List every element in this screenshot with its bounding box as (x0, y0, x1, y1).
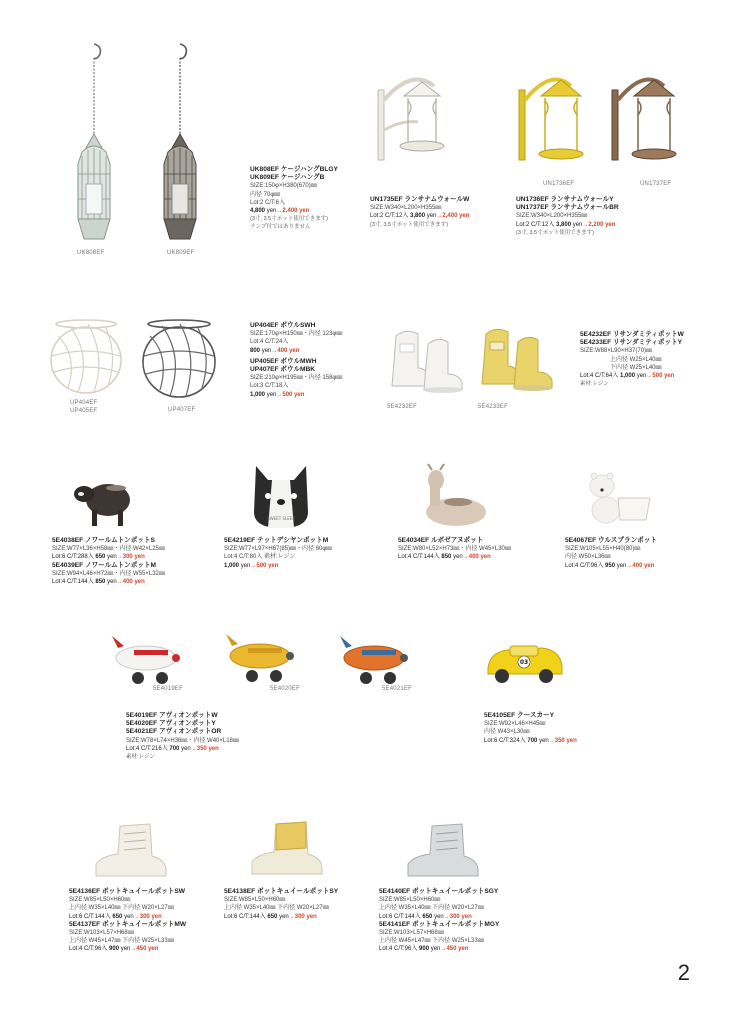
caption-se4020: 5E4020EF (270, 686, 300, 692)
price: 4,800 yen→2,400 yen (250, 208, 310, 215)
size-text: SIZE:W85×L50×H60㎜ (224, 897, 286, 904)
product-block-un1735 (370, 196, 469, 229)
product-name: UP405EF ボウルMWH (250, 357, 317, 365)
price: Lot:6 C/T:288入 650 yen→300 yen (52, 554, 145, 561)
price: Lot:4 C/T:216入 700 yen→350 yen (126, 745, 219, 752)
cage-hang-b-image (150, 44, 210, 254)
note-text: (3寸, 3.5寸ポット使用できます) (516, 229, 594, 236)
pot-label: SWEET SLEEP (267, 516, 295, 521)
note-text: (3寸, 3.5寸ポット使用できます) (250, 216, 328, 223)
size-text: SIZE:W94×L46×H72㎜・内径 W55×L32㎜ (52, 570, 165, 577)
size-text: SIZE:W88×L90×H37(70)㎜ (580, 348, 653, 355)
price: Lot:4 C/T:96入 900 yen→450 yen (379, 946, 469, 953)
size-text: SIZE:W340×L200×H355㎜ (370, 205, 442, 212)
page-number: 2 (677, 960, 690, 985)
size-text: SIZE:W85×L50×H60㎜ (69, 897, 131, 904)
price: Lot:6 C/T:144入 650 yen→300 yen (224, 913, 317, 920)
lantern-wall-w-image (372, 70, 472, 190)
airplane-pot-white-image (108, 630, 184, 688)
product-name: 5E4137EF ボットキュイールポットMW (69, 920, 187, 928)
product-name: UN1737EF ランサナムウォールBR (516, 204, 619, 212)
product-block-se4136 (69, 888, 186, 954)
product-block-se4105 (484, 712, 577, 745)
lantern-wall-br-image (608, 70, 698, 180)
product-name: 5E4020EF アヴィオンポットY (126, 720, 216, 728)
price: Lot:6 C/T:144入 650 yen→300 yen (379, 913, 472, 920)
inner-text: 上内径 W25×L40㎜ (610, 356, 662, 363)
inner-text: 上内径 W45×L47㎜ 下内径 W25×L33㎜ (69, 938, 174, 945)
price: Lot:4 C/T:144入 850 yen→400 yen (52, 579, 145, 586)
product-block-se4232 (580, 331, 684, 388)
product-name: UN1736EF ランサナムウォールY (516, 196, 614, 203)
inner-text: 上内径 W35×L40㎜ 下内径 W20×L27㎜ (379, 905, 484, 912)
car-number: 03 (519, 659, 529, 666)
product-block-un1736 (516, 196, 619, 237)
bowl-black-image (140, 316, 218, 400)
product-name: 5E4067EF ウルスブランポット (565, 537, 657, 544)
size-text: SIZE:210φ×H195㎜・内径 158φ㎜ (250, 375, 343, 382)
product-block-up (250, 322, 342, 399)
product-block-se4140 (379, 888, 499, 954)
caption-se4232: 5E4232EF (387, 404, 417, 410)
product-name: 5E4021EF アヴィオンポットOR (126, 728, 222, 736)
product-block-se4138 (224, 888, 338, 921)
product-block-se4038 (52, 537, 165, 586)
product-name: UP407EF ボウルMBK (250, 366, 316, 374)
bowl-white-image (48, 316, 124, 396)
price: 800 yen→400 yen (250, 347, 300, 354)
price: Lot:4 C/T:96入 900 yen→450 yen (69, 946, 159, 953)
mity-pot-white-image (386, 322, 476, 394)
note-text: (3寸, 3.5寸ポット使用できます) (370, 221, 448, 228)
product-block-se4067 (565, 537, 657, 570)
material-text: 素材:レジン (126, 754, 155, 761)
lot-text: Lot:4 C/T:24入 (250, 339, 289, 346)
price: Lot:6 C/T:144入 650 yen→300 yen (69, 913, 162, 920)
lot-text: Lot:2 C/T:6入 (250, 199, 286, 206)
size-text: SIZE:W103×L57×H68㎜ (379, 930, 444, 937)
size-text: SIZE:150φ×H380(670)㎜ (250, 183, 317, 190)
product-block-se4219 (224, 537, 332, 570)
size-text: SIZE:W340×L200×H355㎜ (516, 213, 588, 220)
lantern-wall-y-image (515, 70, 605, 180)
product-block-se4019 (126, 712, 239, 761)
size-text: SIZE:W105×L55×H40(80)㎜ (565, 546, 641, 553)
price: Lot:2 C/T:12入 3,800 yen→2,400 yen (370, 213, 470, 220)
price: Lot:4 C/T:96入 950 yen→400 yen (565, 562, 655, 569)
dog-head-pot-image (250, 462, 312, 532)
product-name: 5E4140EF ボットキュイールポットSGY (379, 888, 499, 895)
product-name: UK809EF ケージハングB (250, 174, 325, 182)
material-text: 素材:レジン (580, 381, 609, 388)
caption-un1736: UN1736EF (543, 181, 575, 187)
product-name: 5E4136EF ボットキュイールポットSW (69, 888, 186, 895)
deer-pot-image (418, 462, 488, 528)
product-name: 5E4105EF クースカーY (484, 712, 555, 719)
size-text: SIZE:W77×L97×H67(85)㎜・内径 60φ㎜ (224, 546, 333, 553)
caption-se4019: 5E4019EF (153, 686, 183, 692)
price: Lot:6 C/T:324入 700 yen→350 yen (484, 737, 577, 744)
caption-se4233: 5E4233EF (478, 404, 508, 410)
lot-text: Lot:3 C/T:18入 (250, 383, 289, 390)
caption-uk808: UK808EF (77, 250, 105, 256)
price: 1,000 yen→500 yen (250, 391, 305, 398)
product-name: UP404EF ボウルSWH (250, 322, 316, 329)
size-text: SIZE:W77×L36×H58㎜・内径 W42×L25㎜ (52, 546, 165, 553)
price: Lot:4 C/T:64入 1,000 yen→500 yen (580, 373, 675, 380)
price: 1,000 yen→500 yen (224, 562, 279, 569)
size-text: SIZE:W85×L50×H60㎜ (379, 897, 441, 904)
inner-text: 上内径 W35×L40㎜ 下内径 W20×L27㎜ (69, 905, 174, 912)
product-block-uk (250, 166, 338, 232)
cage-hang-blgy-image (64, 44, 124, 254)
size-text: SIZE:W103×L57×H68㎜ (69, 930, 134, 937)
product-name: 5E4038EF ノワールムトンポットS (52, 537, 155, 544)
boot-pot-white-image (90, 820, 170, 880)
inner-text: 内径 W50×L36㎜ (565, 554, 611, 561)
size-text: SIZE:W92×L46×H45㎜ (484, 721, 546, 728)
size-text: SIZE:W80×L52×H73㎜・内径 W45×L30㎜ (398, 546, 511, 553)
airplane-pot-yellow-image (222, 628, 298, 686)
boot-pot-yellow-image (246, 818, 326, 878)
product-block-se4034 (398, 537, 511, 562)
caption-un1737: UN1737EF (640, 181, 672, 187)
price: Lot:4 C/T:144入 850 yen→400 yen (398, 554, 491, 561)
product-name: 5E4034EF ルボゼアヌポット (398, 537, 484, 544)
car-pot-yellow-image (484, 636, 566, 686)
inner-text: 下内径 W25×L40㎜ (610, 364, 662, 371)
inner-text: 内径 W43×L30㎜ (484, 729, 530, 736)
airplane-pot-orange-image (336, 630, 412, 688)
size-text: SIZE:170φ×H150㎜・内径 123φ㎜ (250, 331, 343, 338)
product-name: 5E4233EF リサンダミティポットY (580, 339, 683, 347)
price: Lot:2 C/T:12入 3,800 yen→2,200 yen (516, 221, 616, 228)
size-text: SIZE:W78×L74×H36㎜・内径 W40×L18㎜ (126, 737, 239, 744)
inner-text: 内径 70φ㎜ (250, 191, 281, 198)
note-text: ランプ付ではありません (250, 224, 311, 231)
product-name: 5E4019EF アヴィオンポットW (126, 712, 218, 719)
product-name: UK808EF ケージハングBLGY (250, 166, 338, 173)
boot-pot-grey-image (402, 820, 482, 880)
lot-text: Lot:4 C/T:80入 素材:レジン (224, 554, 296, 561)
inner-text: 上内径 W45×L47㎜ 下内径 W25×L33㎜ (379, 938, 484, 945)
product-name: 5E4141EF ボットキュイールポットMGY (379, 920, 500, 928)
product-name: UN1735EF ランサナムウォールW (370, 196, 470, 203)
sheep-pot-image (70, 474, 134, 528)
product-name: 5E4138EF ボットキュイールポットSY (224, 888, 339, 895)
product-name: 5E4232EF リサンダミティポットW (580, 331, 684, 338)
caption-uk809: UK809EF (167, 250, 195, 256)
product-name: 5E4039EF ノワールムトンポットM (52, 561, 157, 569)
caption-se4021: 5E4021EF (382, 686, 412, 692)
inner-text: 上内径 W35×L40㎜ 下内径 W20×L27㎜ (224, 905, 329, 912)
caption-up404-405: UP404EF UP405EF (70, 400, 98, 414)
polar-bear-pot-image (584, 468, 654, 526)
mity-pot-yellow-image (476, 320, 566, 392)
caption-up407: UP407EF (168, 407, 196, 413)
product-name: 5E4219EF テットデシヤンポットM (224, 537, 329, 544)
